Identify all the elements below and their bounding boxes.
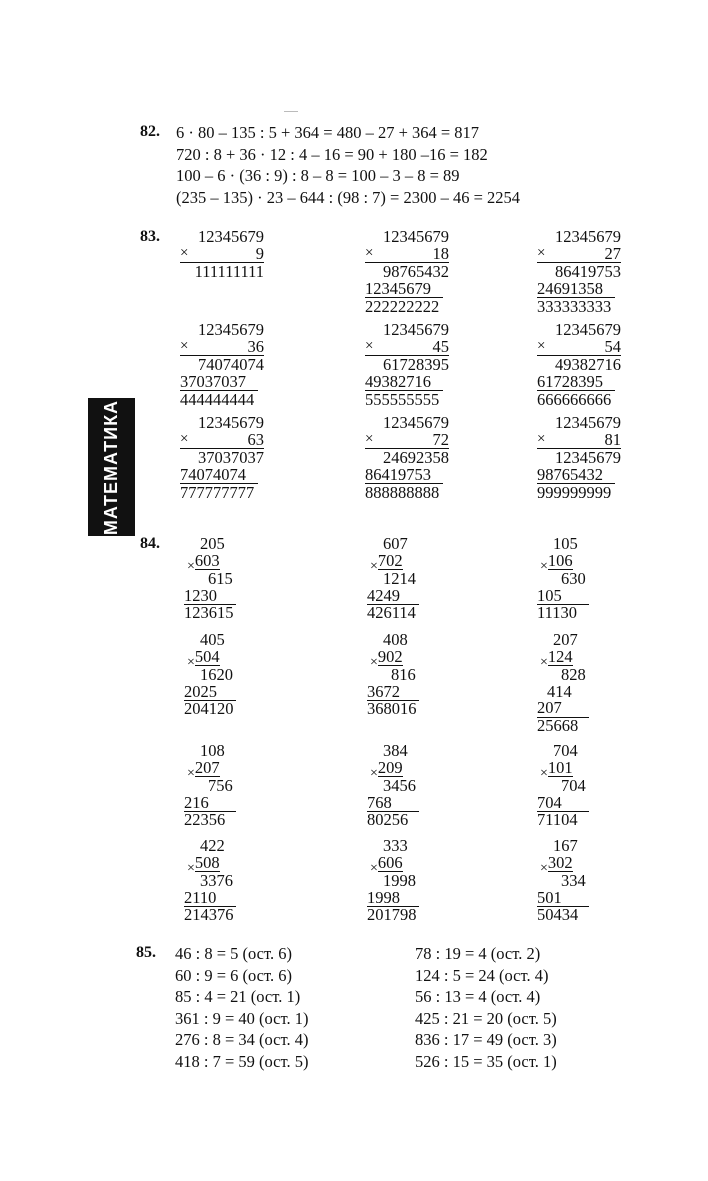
- multiply-sign: ×: [187, 654, 195, 670]
- division-right: 56 : 13 = 4 (ост. 4): [415, 987, 541, 1007]
- multiplicand: 12345679: [383, 227, 449, 246]
- product-result: 666666666: [537, 390, 612, 409]
- multiplier-row: [180, 338, 264, 356]
- partial-product: 105: [537, 588, 589, 606]
- multiplier: 18: [432, 244, 449, 263]
- multiplier: 106: [547, 550, 573, 570]
- division-left: 276 : 8 = 34 (ост. 4): [175, 1030, 309, 1050]
- multiplier-row: [365, 338, 449, 356]
- partial-product-2: 86419753: [365, 466, 443, 484]
- multiplicand: 12345679: [198, 320, 264, 339]
- multiplier: 54: [604, 337, 621, 356]
- multiplier: 27: [604, 244, 621, 263]
- product-result: 71104: [537, 810, 578, 829]
- product-result: 999999999: [537, 483, 612, 502]
- partial-product: 1998: [367, 890, 419, 908]
- multiply-sign: ×: [187, 860, 195, 876]
- multiplier: 9: [255, 244, 264, 263]
- product-result: 444444444: [180, 390, 255, 409]
- partial-product: 2025: [184, 684, 236, 702]
- multiplicand: 108: [200, 741, 225, 760]
- partial-product-1: 86419753: [555, 262, 621, 281]
- multiplicand: 167: [553, 836, 578, 855]
- multiply-sign: ×: [540, 654, 548, 670]
- multiplicand: 12345679: [383, 413, 449, 432]
- multiply-sign: ×: [187, 558, 195, 574]
- partial-product: 630: [561, 569, 586, 588]
- multiplier: 45: [432, 337, 449, 356]
- column-multiplication: [367, 632, 437, 718]
- product-result: 426114: [367, 603, 416, 622]
- multiplicand: 205: [200, 534, 225, 553]
- partial-product: 1620: [200, 665, 233, 684]
- product-result: 333333333: [537, 297, 612, 316]
- product-result: 368016: [367, 699, 417, 718]
- column-multiplication: [367, 838, 437, 924]
- partial-product-2: 24691358: [537, 280, 615, 298]
- multiply-sign: ×: [365, 431, 374, 447]
- product-result: 50434: [537, 905, 579, 924]
- multiplicand: 12345679: [555, 320, 621, 339]
- multiplicand: 105: [553, 534, 578, 553]
- multiplier: 606: [377, 852, 403, 872]
- division-right: 425 : 21 = 20 (ост. 5): [415, 1008, 557, 1028]
- partial-product: 1230: [184, 588, 236, 606]
- partial-product: 704: [537, 795, 589, 813]
- task-85-number: 85.: [136, 944, 156, 961]
- multiply-sign: ×: [365, 245, 374, 261]
- partial-product: 704: [561, 776, 586, 795]
- product-result: 80256: [367, 810, 409, 829]
- multiply-sign: ×: [370, 558, 378, 574]
- task-82-line-2: 720 : 8 + 36 · 12 : 4 – 16 = 90 + 180 –16 = 182: [176, 145, 488, 164]
- partial-product-1: 111111111: [194, 262, 264, 281]
- page-mark: [284, 111, 298, 112]
- partial-product-1: 24692358: [383, 448, 449, 467]
- partial-product-1: 12345679: [555, 448, 621, 467]
- product-result: 888888888: [365, 483, 440, 502]
- product-result: 11130: [537, 603, 578, 622]
- multiply-sign: ×: [540, 860, 548, 876]
- long-multiplication: [537, 321, 621, 408]
- multiplier-row: [180, 245, 264, 263]
- multiplier: 101: [547, 757, 573, 777]
- column-multiplication: [184, 536, 254, 622]
- partial-product: 501: [537, 890, 589, 908]
- partial-product-1: 74074074: [198, 355, 264, 374]
- long-multiplication: [537, 414, 621, 501]
- long-multiplication: [180, 414, 264, 501]
- multiplicand: 12345679: [555, 227, 621, 246]
- task-82-line-1: 6 · 80 – 135 : 5 + 364 = 480 – 27 + 364 = 817: [176, 123, 480, 142]
- partial-product-2: 37037037: [180, 373, 258, 391]
- long-multiplication: [180, 321, 264, 408]
- multiply-sign: ×: [180, 338, 189, 354]
- partial-product: 4249: [367, 588, 419, 606]
- task-84-number: 84.: [140, 535, 160, 552]
- column-multiplication: [537, 743, 607, 829]
- multiply-sign: ×: [370, 765, 378, 781]
- partial-product: 216: [184, 795, 236, 813]
- division-left: 361 : 9 = 40 (ост. 1): [175, 1008, 309, 1028]
- partial-product: 615: [208, 569, 233, 588]
- multiplier-row: [180, 431, 264, 449]
- partial-product: 3376: [200, 871, 233, 890]
- product-result: 555555555: [365, 390, 440, 409]
- multiplicand: 12345679: [198, 413, 264, 432]
- multiplier: 504: [194, 646, 220, 666]
- partial-product: 768: [367, 795, 419, 813]
- column-multiplication: [184, 838, 254, 924]
- column-multiplication: [537, 838, 607, 924]
- partial-product: 2110: [184, 890, 236, 908]
- multiply-sign: ×: [537, 431, 546, 447]
- division-left: 60 : 9 = 6 (ост. 6): [175, 965, 292, 985]
- multiplier: 209: [377, 757, 403, 777]
- product-result: 222222222: [365, 297, 440, 316]
- column-multiplication: [367, 536, 437, 622]
- long-multiplication: [365, 414, 449, 501]
- partial-product: 334: [561, 871, 586, 890]
- partial-product-1: 49382716: [555, 355, 621, 374]
- partial-product: 816: [391, 665, 416, 684]
- product-result: 214376: [184, 905, 234, 924]
- multiplier-row: [537, 431, 621, 449]
- column-multiplication: [184, 743, 254, 829]
- multiply-sign: ×: [537, 245, 546, 261]
- multiplicand: 405: [200, 630, 225, 649]
- multiplier: 81: [604, 430, 621, 449]
- division-left: 46 : 8 = 5 (ост. 6): [175, 944, 292, 963]
- division-right: 78 : 19 = 4 (ост. 2): [415, 944, 541, 963]
- multiplicand: 207: [553, 630, 578, 649]
- multiplier-row: [537, 338, 621, 356]
- subject-side-tab: [88, 398, 135, 536]
- product-result: 204120: [184, 699, 234, 718]
- partial-product: 828: [561, 665, 586, 684]
- product-result: 25668: [537, 715, 579, 735]
- task-83-number: 83.: [140, 228, 160, 245]
- long-multiplication: [537, 228, 621, 315]
- multiplier: 63: [247, 430, 264, 449]
- multiplicand: 12345679: [555, 413, 621, 432]
- multiply-sign: ×: [537, 338, 546, 354]
- column-multiplication: [537, 632, 607, 734]
- multiplicand: 12345679: [383, 320, 449, 339]
- long-multiplication: [365, 228, 449, 315]
- division-right: 526 : 15 = 35 (ост. 1): [415, 1052, 557, 1071]
- multiply-sign: ×: [370, 654, 378, 670]
- multiplier: 36: [247, 337, 264, 356]
- division-left: 85 : 4 = 21 (ост. 1): [175, 987, 301, 1007]
- multiplier: 302: [547, 852, 573, 872]
- division-left: 418 : 7 = 59 (ост. 5): [175, 1052, 309, 1071]
- multiplier-row: [365, 245, 449, 263]
- multiplicand: 607: [383, 534, 408, 553]
- partial-product-2: 49382716: [365, 373, 443, 391]
- multiplier: 603: [194, 550, 220, 570]
- multiplier: 72: [432, 430, 449, 449]
- multiplier-row: [365, 431, 449, 449]
- column-multiplication: [367, 743, 437, 829]
- division-right: 836 : 17 = 49 (ост. 3): [415, 1030, 557, 1050]
- partial-product: 1998: [383, 871, 416, 890]
- partial-product: 3456: [383, 776, 416, 795]
- partial-product-1: 61728395: [383, 355, 449, 374]
- division-right: 124 : 5 = 24 (ост. 4): [415, 965, 549, 985]
- partial-product: 207: [537, 700, 589, 718]
- multiplicand: 408: [383, 630, 408, 649]
- multiply-sign: ×: [180, 431, 189, 447]
- partial-product: 3672: [367, 684, 419, 702]
- partial-product-2: 98765432: [537, 466, 615, 484]
- multiply-sign: ×: [370, 860, 378, 876]
- multiply-sign: ×: [180, 245, 189, 261]
- partial-product: 756: [208, 776, 233, 795]
- partial-product-1: 37037037: [198, 448, 264, 467]
- partial-product-2: 74074074: [180, 466, 258, 484]
- task-82-line-4: (235 – 135) · 23 – 644 : (98 : 7) = 2300 – 46 = 2254: [176, 188, 521, 207]
- partial-product: 1214: [383, 569, 416, 588]
- multiplicand: 422: [200, 836, 225, 855]
- partial-product-2: 12345679: [365, 280, 443, 298]
- product-result: 123615: [184, 603, 234, 622]
- multiplicand: 12345679: [198, 227, 264, 246]
- multiplicand: 333: [383, 836, 408, 855]
- multiply-sign: ×: [365, 338, 374, 354]
- multiply-sign: ×: [540, 558, 548, 574]
- multiplier: 124: [547, 646, 573, 666]
- column-multiplication: [184, 632, 254, 718]
- long-multiplication: [365, 321, 449, 408]
- multiplicand: 384: [383, 741, 408, 760]
- multiply-sign: ×: [540, 765, 548, 781]
- product-result: 22356: [184, 810, 226, 829]
- subject-label: МАТЕМАТИКА: [101, 399, 121, 535]
- multiplier: 702: [377, 550, 403, 570]
- partial-product-2: 61728395: [537, 373, 615, 391]
- product-result: 777777777: [180, 483, 255, 502]
- multiplier: 207: [194, 757, 220, 777]
- multiplicand: 704: [553, 741, 578, 760]
- task-82-line-3: 100 – 6 · (36 : 9) : 8 – 8 = 100 – 3 – 8 = 89: [176, 166, 460, 185]
- multiplier: 902: [377, 646, 403, 666]
- product-result: 201798: [367, 905, 417, 924]
- multiply-sign: ×: [187, 765, 195, 781]
- partial-product: 414: [547, 681, 572, 701]
- long-multiplication: [180, 228, 264, 280]
- task-82-number: 82.: [140, 123, 160, 140]
- column-multiplication: [537, 536, 607, 622]
- multiplier-row: [537, 245, 621, 263]
- partial-product-1: 98765432: [383, 262, 449, 281]
- multiplier: 508: [194, 852, 220, 872]
